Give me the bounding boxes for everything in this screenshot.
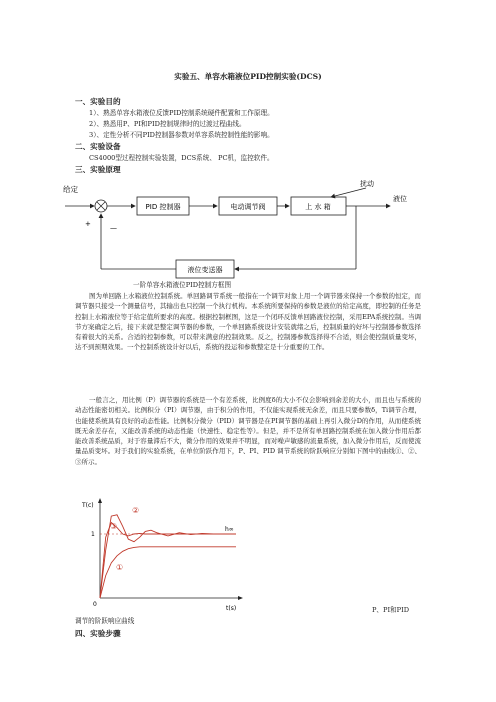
curve-label-1: ① xyxy=(116,563,124,572)
response-curve-1 xyxy=(100,547,236,598)
response-curve-2 xyxy=(100,515,236,598)
objective-item: 1）、熟悉单容水箱液位反馈PID控制系统硬件配置和工作原理。 xyxy=(89,109,274,117)
heading-equipment: 二、实验设备 xyxy=(75,142,121,151)
transmitter-label: 液位变送器 xyxy=(187,266,223,274)
minus-sign: — xyxy=(110,224,117,232)
equipment-text: CS4000型过程控制实验装置，DCS系统、 PC机，监控软件。 xyxy=(89,154,274,162)
objective-item: 2）、熟悉用P、PI和PID控制规律时的过渡过程曲线。 xyxy=(89,120,246,128)
curve-label-3: ③ xyxy=(110,522,118,531)
tank-label: 上 水 箱 xyxy=(305,203,331,211)
paragraph-controllers: 一般言之，用比例（P）调节器的系统是一个有差系统，比例度δ的大小不仅会影响到余差的大小，而且也与系统的动态性能密切相关。比例积分（PI）调节器，由于积分的作用，不仅能实现系统无余差，而且只要参数δ，Ti调节合理，也能使系统具有良好的动态性能。比例积分微分（PID）调节器是在PI调节器的基础上再引入微分D的作用，从而使系统既无余差存在，又能改善系统的动态性能（快速性、稳定性等）。但是，并不是所有单回路控制系统在加入微分作用后都能改善系统品质，对于容量滞后不大，微分作用的效果并不明显，而对噪声敏感的流量系统，加入微分作用后，反而使流量品质变坏。对于我们的实验系统，在单位阶跃作用下，P、PI、PID 调节系统的阶跃响应分别如下图中的曲线①、②、③所示。 xyxy=(75,396,421,466)
curve-label-2: ② xyxy=(132,506,140,515)
y-axis-label: T(c) xyxy=(82,502,94,509)
x-axis-label: t(s) xyxy=(226,605,237,612)
x-tick-label: 0 xyxy=(93,601,97,608)
setpoint-label: 给定 xyxy=(63,185,78,194)
page-title: 实验五、单容水箱液位PID控制实验(DCS) xyxy=(174,72,322,81)
y-tick-label: 1 xyxy=(91,531,95,538)
valve-label: 电动调节阀 xyxy=(230,203,266,211)
objective-item: 3）、定性分析不同PID控制器参数对单容系统控制性能的影响。 xyxy=(89,131,274,139)
pid-controller-label: PID 控制器 xyxy=(145,203,181,211)
plus-sign: + xyxy=(85,220,91,228)
output-label: 液位 xyxy=(393,195,407,203)
heading-principle: 三、实验原理 xyxy=(75,165,121,174)
reference-label: h∞ xyxy=(225,526,234,533)
plot-caption-left: 调节的阶跃响应曲线 xyxy=(75,617,135,625)
block-diagram xyxy=(60,174,450,290)
diagram-caption: 一阶单容水箱液位PID控制方框图 xyxy=(133,281,232,289)
plot-caption-right: P、PI和PID xyxy=(372,606,409,614)
heading-objectives: 一、实验目的 xyxy=(75,97,121,106)
paragraph-principle: 图为单回路上水箱液位控制系统。单回路调节系统一般指在一个调节对象上用一个调节器来保持一个参数的恒定，而调节器只接受一个测量信号，其输出也只控制一个执行机构。本系统所要保持的参数是液位的给定高度，即控制的任务是控制上水箱液位等于给定值所要求的高度。根据控制框图，这是一个闭环反馈单回路液位控制，采用EPA系统控制。当调节方案确定之后，接下来就是整定调节器的参数，一个单回路系统设计安装就绪之后，控制质量的好坏与控制器参数选择有着很大的关系。合适的控制参数，可以带来满意的控制效果。反之，控制器参数选择得不合适，则会使控制质量变坏，达不到预期效果。一个控制系统设计好以后，系统的投运和参数整定是十分重要的工作。 xyxy=(75,292,421,352)
step-response-plot xyxy=(78,498,248,613)
disturbance-label: 扰动 xyxy=(360,180,374,188)
heading-steps: 四、实验步骤 xyxy=(75,629,121,638)
